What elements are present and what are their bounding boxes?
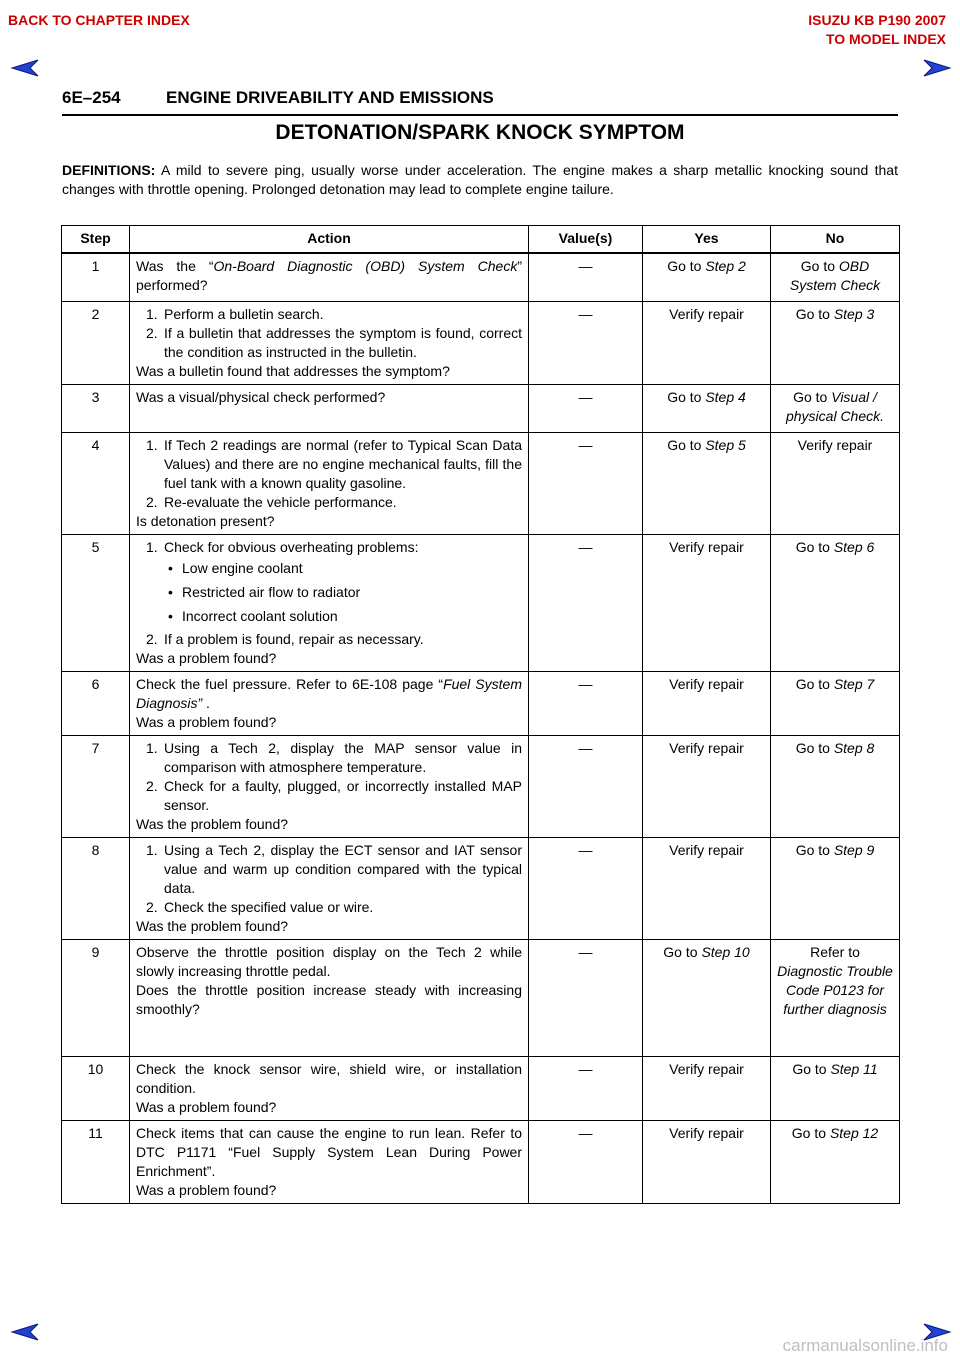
step-action: 1. Perform a bulletin search. 2. If a bulletin that addresses the symptom is found, correct the condition as instructed in the bulletin. Was a bulletin found that addresses the symptom?	[130, 301, 529, 384]
page-title: DETONATION/SPARK KNOCK SYMPTOM	[275, 121, 685, 144]
top-navigation	[0, 8, 960, 48]
step-no: Go to Step 8	[771, 735, 900, 837]
watermark: carmanualsonline.info	[782, 1336, 948, 1355]
step-no: Go to Step 12	[771, 1120, 900, 1203]
step-action: Was a visual/physical check performed?	[130, 384, 529, 432]
step-value: —	[529, 432, 643, 534]
step-yes: Verify repair	[643, 301, 771, 384]
step-no: Go to Step 6	[771, 534, 900, 671]
step-value: —	[529, 1056, 643, 1120]
table-row	[62, 253, 900, 301]
header-step: Step	[62, 226, 130, 254]
table-row	[62, 534, 900, 671]
step-yes: Verify repair	[643, 735, 771, 837]
step-no: Go to Step 3	[771, 301, 900, 384]
step-no: Go to Step 9	[771, 837, 900, 939]
page-header	[62, 88, 898, 116]
step-no: Refer to Diagnostic Trouble Code P0123 for further diagnosis	[771, 939, 900, 1056]
step-number: 7	[62, 735, 130, 837]
step-value: —	[529, 735, 643, 837]
table-row	[62, 1120, 900, 1203]
step-no: Go to Step 11	[771, 1056, 900, 1120]
previous-page-arrow-bottom-icon[interactable]	[10, 1322, 40, 1342]
table-row	[62, 837, 900, 939]
header-no: No	[771, 226, 900, 254]
step-action: Check the knock sensor wire, shield wire, or installation condition. Was a problem found?	[130, 1056, 529, 1120]
step-no: Go to Step 7	[771, 671, 900, 735]
model-title: ISUZU KB P190 2007	[808, 12, 946, 28]
next-page-arrow-icon[interactable]	[922, 58, 952, 78]
step-number: 10	[62, 1056, 130, 1120]
step-action: 1. Using a Tech 2, display the ECT sensor and IAT sensor value and warm up condition compared with the typical data. 2. Check the specified value or wire. Was the problem found?	[130, 837, 529, 939]
step-number: 11	[62, 1120, 130, 1203]
step-value: —	[529, 301, 643, 384]
definitions-text: A mild to severe ping, usually worse under acceleration. The engine makes a sharp metallic knocking sound that changes with throttle opening. Prolonged detonation may lead to complete engine tailure.	[62, 162, 898, 197]
step-number: 5	[62, 534, 130, 671]
step-value: —	[529, 384, 643, 432]
step-value: —	[529, 534, 643, 671]
step-number: 2	[62, 301, 130, 384]
step-yes: Verify repair	[643, 534, 771, 671]
step-value: —	[529, 253, 643, 301]
table-row	[62, 384, 900, 432]
step-yes: Verify repair	[643, 671, 771, 735]
step-action: Check items that can cause the engine to run lean. Refer to DTC P1171 “Fuel Supply System Lean During Power Enrichment”. Was a problem found?	[130, 1120, 529, 1203]
to-model-index-link[interactable]: TO MODEL INDEX	[825, 31, 946, 47]
page-number: 6E–254	[62, 88, 121, 107]
step-value: —	[529, 939, 643, 1056]
step-action: Was the “On-Board Diagnostic (OBD) System Check” performed?	[130, 253, 529, 301]
step-yes: Verify repair	[643, 1120, 771, 1203]
step-action: Check the fuel pressure. Refer to 6E-108 page “Fuel System Diagnosis” . Was a problem found?	[130, 671, 529, 735]
header-yes: Yes	[643, 226, 771, 254]
step-value: —	[529, 837, 643, 939]
step-value: —	[529, 1120, 643, 1203]
step-action: 1. If Tech 2 readings are normal (refer to Typical Scan Data Values) and there are no engine mechanical faults, fill the fuel tank with a known quality gasoline. 2. Re-evaluate the vehicle performance. Is detonation present?	[130, 432, 529, 534]
step-yes: Go to Step 2	[643, 253, 771, 301]
table-row	[62, 1056, 900, 1120]
definitions-label: DEFINITIONS:	[62, 162, 156, 178]
step-no: Go to Visual / physical Check.	[771, 384, 900, 432]
table-row	[62, 939, 900, 1056]
section-title: ENGINE DRIVEABILITY AND EMISSIONS	[166, 88, 494, 107]
step-number: 4	[62, 432, 130, 534]
header-values: Value(s)	[529, 226, 643, 254]
step-value: —	[529, 671, 643, 735]
step-yes: Go to Step 4	[643, 384, 771, 432]
definitions-paragraph	[62, 161, 898, 199]
diagnostic-steps-table	[61, 225, 900, 1204]
step-action: Observe the throttle position display on the Tech 2 while slowly increasing throttle pedal. Does the throttle position increase steady with increasing smoothly?	[130, 939, 529, 1056]
step-yes: Verify repair	[643, 837, 771, 939]
back-to-chapter-index-link[interactable]: BACK TO CHAPTER INDEX	[8, 12, 190, 28]
step-number: 1	[62, 253, 130, 301]
table-row	[62, 735, 900, 837]
header-action: Action	[130, 226, 529, 254]
step-no: Verify repair	[771, 432, 900, 534]
table-row	[62, 671, 900, 735]
table-header-row	[62, 226, 900, 254]
step-yes: Go to Step 10	[643, 939, 771, 1056]
table-row	[62, 432, 900, 534]
table-row	[62, 301, 900, 384]
step-yes: Verify repair	[643, 1056, 771, 1120]
step-action: 1. Check for obvious overheating problems: • Low engine coolant • Restricted air flow to radiator • Incorrect coolant solution 2. If a problem is found, repair as necessary. Was a problem found?	[130, 534, 529, 671]
previous-page-arrow-icon[interactable]	[10, 58, 40, 78]
step-action: 1. Using a Tech 2, display the MAP sensor value in comparison with atmosphere temperature. 2. Check for a faulty, plugged, or incorrectly installed MAP sensor. Was the problem found?	[130, 735, 529, 837]
step-number: 8	[62, 837, 130, 939]
step-yes: Go to Step 5	[643, 432, 771, 534]
step-number: 9	[62, 939, 130, 1056]
step-number: 6	[62, 671, 130, 735]
step-number: 3	[62, 384, 130, 432]
step-no: Go to OBD System Check	[771, 253, 900, 301]
